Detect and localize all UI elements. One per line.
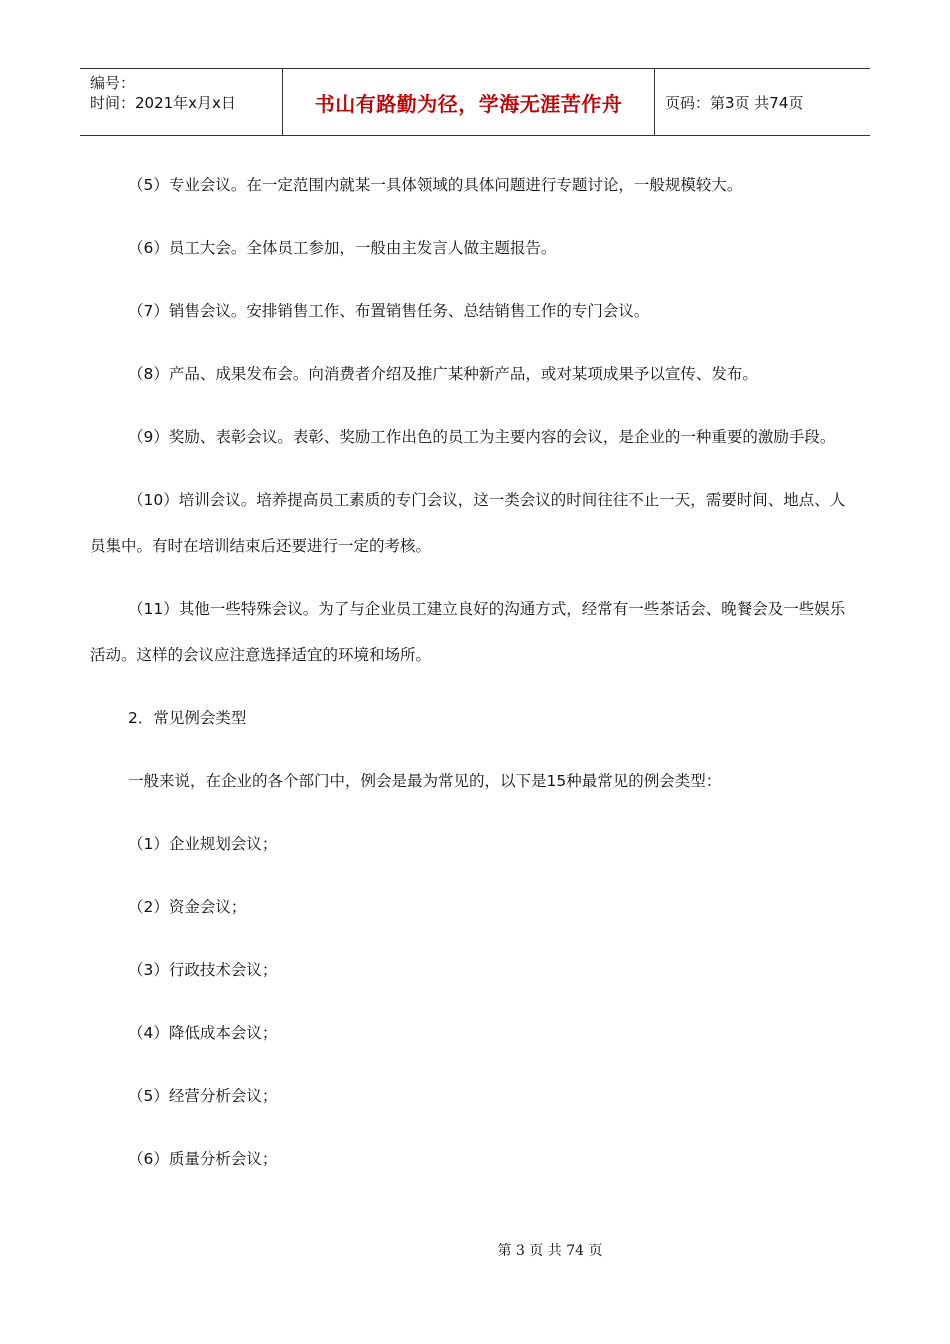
paragraph: （9）奖励、表彰会议。表彰、奖励工作出色的员工为主要内容的会议，是企业的一种重要的激励手段。 (128, 428, 836, 446)
list-item: （4）降低成本会议； (128, 1024, 278, 1042)
list-item: （3）行政技术会议； (128, 961, 278, 979)
section-heading: 2．常见例会类型 (128, 709, 247, 727)
paragraph: （6）员工大会。全体员工参加，一般由主发言人做主题报告。 (128, 239, 557, 257)
page-footer (0, 1240, 950, 1260)
paragraph: （5）专业会议。在一定范围内就某一具体领域的具体问题进行专题讨论，一般规模较大。 (128, 176, 743, 194)
paragraph: （8）产品、成果发布会。向消费者介绍及推广某种新产品，或对某项成果予以宣传、发布。 (128, 365, 758, 383)
motto-text: 书山有路勤为径，学海无涯苦作舟 (314, 91, 623, 116)
paragraph: （7）销售会议。安排销售工作、布置销售任务、总结销售工作的专门会议。 (128, 302, 650, 320)
list-item: （6）质量分析会议； (128, 1150, 278, 1168)
motto-cell (282, 69, 655, 135)
time-label: 时间：2021年x月x日 (90, 94, 236, 112)
header-meta-cell (80, 69, 282, 135)
number-label: 编号： (90, 74, 136, 92)
paragraph: （11）其他一些特殊会议。为了与企业员工建立良好的沟通方式，经常有一些茶话会、晚餐会及一些娱乐活动。这样的会议应注意选择适宜的环境和场所。 (90, 600, 846, 664)
footer-page-number: 第 3 页 共 74 页 (497, 1243, 603, 1259)
document-body (90, 162, 860, 1199)
paragraph: （10）培训会议。培养提高员工素质的专门会议，这一类会议的时间往往不止一天，需要时间、地点、人员集中。有时在培训结束后还要进行一定的考核。 (90, 491, 846, 555)
page-label: 页码：第3页 共74页 (665, 93, 804, 112)
page-info-cell (655, 69, 870, 135)
list-item: （5）经营分析会议； (128, 1087, 278, 1105)
paragraph: 一般来说，在企业的各个部门中，例会是最为常见的，以下是15种最常见的例会类型： (128, 772, 722, 790)
list-item: （1）企业规划会议； (128, 835, 278, 853)
document-header (80, 68, 870, 136)
list-item: （2）资金会议； (128, 898, 247, 916)
